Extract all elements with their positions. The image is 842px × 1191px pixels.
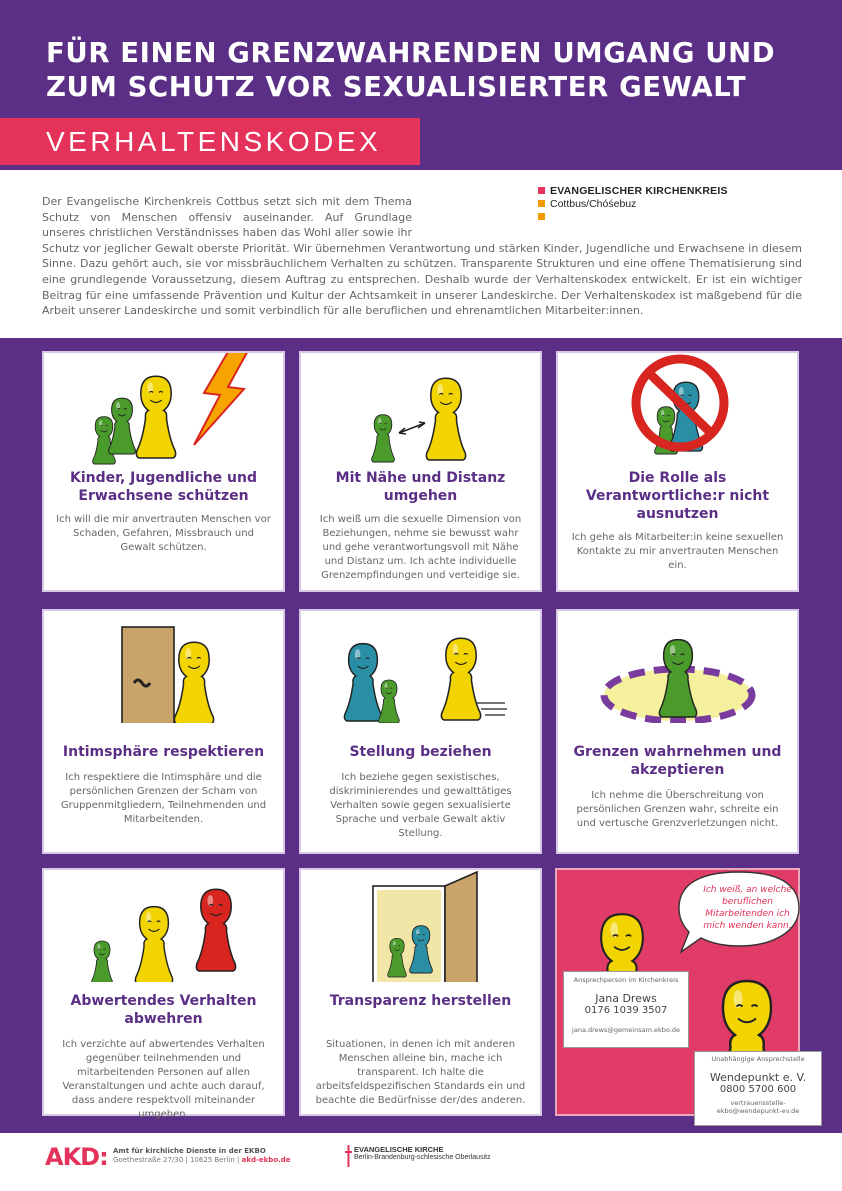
header — [0, 0, 842, 170]
akd-name: Amt für kirchliche Dienste in der EKBO — [113, 1147, 266, 1155]
card-title: Grenzen wahrnehmen und akzeptieren — [573, 744, 782, 778]
card-title: Abwertendes Verhalten abwehren — [70, 993, 257, 1027]
page-title: FÜR EINEN GRENZWAHRENDEN UMGANG UND ZUM SCHUTZ VOR SEXUALISIERTER GEWALT — [46, 37, 776, 103]
card-rolle-verantwortliche — [556, 351, 799, 592]
card-stellung-beziehen — [299, 609, 542, 854]
footer — [0, 1133, 842, 1191]
card-kinder-schuetzen — [42, 351, 285, 592]
card-title: Die Rolle als Verantwortliche:r nicht ausnutzen — [585, 470, 770, 522]
card-text: Ich beziehe gegen sexistisches, diskriminierendes und gewalttätiges Verhalten sowie gegen sexualisierte Sprache und verbale Gewalt aktiv Stellung. — [329, 772, 512, 839]
subtitle-bar — [0, 118, 420, 165]
card-text: Ich weiß um die sexuelle Dimension von Beziehungen, nehme sie bewusst wahr und gehe verantwortungsvoll mit Nähe und Distanz um. Ich achte individuelle Grenzempfindungen und verteidige sie. — [319, 514, 522, 581]
card-title: Transparenz herstellen — [329, 993, 512, 1009]
contact-card-kirchenkreis: Ansprechperson im Kirchenkreis Jana Drews 0176 1039 3507 jana.drews@gemeinsam.ekbo.de — [563, 971, 689, 1048]
boundary-circle-illustration — [558, 611, 797, 723]
card-title: Mit Nähe und Distanz umgehen — [335, 470, 506, 504]
pawns-stop-illustration — [301, 611, 540, 723]
card-abwertendes-verhalten — [42, 868, 285, 1120]
card-text: Ich gehe als Mitarbeiter:in keine sexuellen Kontakte zu mir anvertrauten Menschen ein. — [571, 532, 784, 571]
card-naehe-distanz — [299, 351, 542, 592]
intro-section — [0, 170, 842, 338]
akd-website-link[interactable]: akd-ekbo.de — [241, 1156, 291, 1164]
cross-icon — [345, 1145, 352, 1167]
pawns-lightning-illustration — [44, 353, 283, 465]
card-intimsphaere — [42, 609, 285, 854]
card-title: Intimsphäre respektieren — [62, 744, 265, 760]
open-door-illustration — [301, 870, 540, 982]
card-text: Ich verzichte auf abwertendes Verhalten gegenüber teilnehmenden und mitarbeitenden Personen auf allen Veranstaltungen und achte auch darauf, dass andere respektvoll miteinander umgehen. — [62, 1039, 265, 1120]
card-transparenz — [299, 868, 542, 1116]
contact-card-wendepunkt: Unabhängige Ansprechstelle Wendepunkt e. V. 0800 5700 600 vertrauensstelle-ekbo@wendepunkt-ev.de — [694, 1051, 822, 1126]
pawns-defend-illustration — [44, 870, 283, 982]
ekbo-logo: EVANGELISCHE KIRCHE Berlin-Brandenburg-schlesische Oberlausitz — [345, 1143, 545, 1173]
akd-logo: AKD: — [45, 1143, 108, 1171]
akd-address: Goethestraße 27/30 | 10625 Berlin | akd-ekbo.de — [113, 1156, 291, 1164]
prohibition-sign-icon — [558, 353, 797, 465]
card-text: Ich respektiere die Intimsphäre und die persönlichen Grenzen der Scham von Gruppenmitgliedern, Teilnehmenden und Mitarbeitenden. — [60, 772, 267, 825]
card-text: Ich will die mir anvertrauten Menschen vor Schaden, Gefahren, Missbrauch und Gewalt schützen. — [56, 514, 271, 553]
door-knock-illustration — [44, 611, 283, 723]
card-title: Kinder, Jugendliche und Erwachsene schützen — [69, 470, 258, 504]
intro-text: Der Evangelische Kirchenkreis Cottbus setzt sich mit dem Thema Schutz von Menschen offensiv auseinander. Auf Grundlage unseres christlichen Verständnisses haben das Wohl aller sowie ihr Schutz vor jeglicher Gewalt oberste Priorität. Wir übernehmen Verantwortung und stärken Kinder, Jugendliche und Erwachsene in diesem Sinne. Dazu gehört auch, sie vor missbräuchlichem Verhalten zu schützen. Transparente Strukturen und eine offene Thematisierung sind eine grundlegende Voraussetzung, diesem Auftrag zu entsprechen. Deshalb wurde der Verhaltenskodex entwickelt. Er ist ein wichtiger Beitrag für eine umfassende Prävention und Kultur der Achtsamkeit in unserer Landeskirche. Der Verhaltenskodex ist maßgebend für die Arbeit unserer Landeskirche und somit verbindlich für alle beruflichen und ehrenamtlichen Mitarbeiter:innen. — [42, 195, 802, 318]
pawns-distance-illustration — [301, 353, 540, 465]
card-title: Stellung beziehen — [349, 744, 492, 760]
card-text: Ich nehme die Überschreitung von persönlichen Grenzen wahr, schreite ein und vertusche Grenzverletzungen nicht. — [576, 790, 779, 829]
card-grenzen-wahrnehmen — [556, 609, 799, 854]
kirchenkreis-logo: EVANGELISCHER KIRCHENKREIS Cottbus/Chóśebuz — [538, 185, 738, 225]
page-subtitle: VERHALTENSKODEX — [46, 126, 382, 157]
card-text: Situationen, in denen ich mit anderen Menschen alleine bin, mache ich transparent. Ich halte die arbeitsfeldspezifischen Standards ein und beachte die Bedürfnisse der/des anderen. — [315, 1039, 526, 1106]
speech-bubble-text: Ich weiß, an welche beruflichen Mitarbeitenden ich mich wenden kann. — [703, 885, 792, 931]
